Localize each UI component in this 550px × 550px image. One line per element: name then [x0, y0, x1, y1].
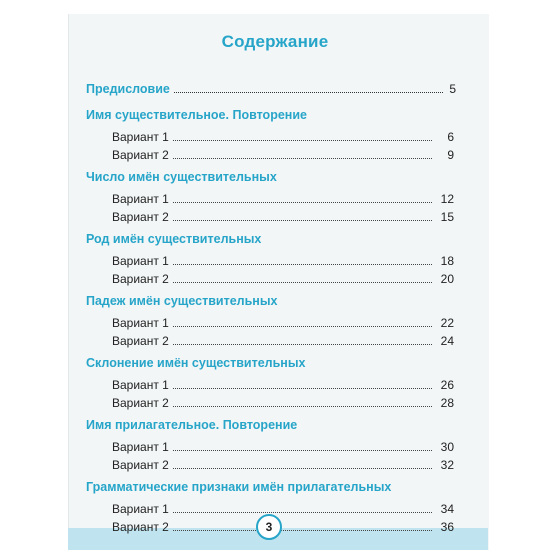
entry-label: Вариант 2	[112, 148, 169, 162]
toc-section	[86, 82, 456, 104]
toc-entry	[86, 440, 456, 458]
entry-label: Вариант 2	[112, 520, 169, 534]
entry-page-number: 15	[440, 210, 454, 224]
dot-leader	[173, 282, 432, 283]
entry-page-number: 30	[440, 440, 454, 454]
dot-leader	[173, 158, 432, 159]
toc-section-heading	[86, 170, 456, 192]
section-title: Род имён существительных	[86, 232, 262, 246]
toc-entry	[86, 130, 456, 148]
toc-section-heading	[86, 418, 456, 440]
toc-entry	[86, 396, 456, 414]
dot-leader	[173, 450, 432, 451]
entry-page-number: 12	[440, 192, 454, 206]
section-title: Число имён существительных	[86, 170, 277, 184]
toc-section-heading	[86, 82, 456, 104]
dot-leader	[173, 344, 432, 345]
entry-label: Вариант 1	[112, 130, 169, 144]
toc-section-heading	[86, 480, 456, 502]
entry-label: Вариант 2	[112, 210, 169, 224]
toc-entry	[86, 272, 456, 290]
toc-section-heading	[86, 232, 456, 254]
page-number: 3	[256, 514, 282, 540]
dot-leader	[174, 92, 443, 93]
section-page-number: 5	[449, 82, 456, 96]
dot-leader	[173, 220, 432, 221]
section-title: Падеж имён существительных	[86, 294, 278, 308]
entry-page-number: 18	[440, 254, 454, 268]
section-title: Имя прилагательное. Повторение	[86, 418, 298, 432]
toc-entry	[86, 458, 456, 476]
entry-page-number: 6	[447, 130, 454, 144]
dot-leader	[173, 264, 432, 265]
dot-leader	[173, 406, 432, 407]
entry-label: Вариант 1	[112, 440, 169, 454]
entry-label: Вариант 1	[112, 502, 169, 516]
page-title: Содержание	[221, 32, 329, 51]
toc-section-heading	[86, 294, 456, 316]
entry-label: Вариант 2	[112, 334, 169, 348]
dot-leader	[173, 468, 432, 469]
toc-entry	[86, 210, 456, 228]
toc-section	[86, 170, 456, 228]
entry-page-number: 28	[440, 396, 454, 410]
dot-leader	[173, 202, 432, 203]
entry-page-number: 20	[440, 272, 454, 286]
section-title: Склонение имён существительных	[86, 356, 306, 370]
entry-page-number: 34	[440, 502, 454, 516]
entry-page-number: 26	[440, 378, 454, 392]
toc-section	[86, 356, 456, 414]
toc-entry	[86, 316, 456, 334]
entry-label: Вариант 2	[112, 458, 169, 472]
dot-leader	[173, 140, 432, 141]
dot-leader	[173, 530, 432, 531]
toc-entry	[86, 192, 456, 210]
entry-page-number: 9	[447, 148, 454, 162]
toc-section	[86, 108, 456, 166]
entry-label: Вариант 2	[112, 396, 169, 410]
toc-entry	[86, 148, 456, 166]
section-title: Предисловие	[86, 82, 170, 96]
entry-page-number: 36	[440, 520, 454, 534]
section-title: Имя существительное. Повторение	[86, 108, 307, 122]
dot-leader	[173, 388, 432, 389]
entry-page-number: 22	[440, 316, 454, 330]
toc-entry	[86, 378, 456, 396]
section-title: Грамматические признаки имён прилагательных	[86, 480, 392, 494]
toc-section	[86, 232, 456, 290]
entry-page-number: 32	[440, 458, 454, 472]
entry-label: Вариант 1	[112, 316, 169, 330]
entry-label: Вариант 1	[112, 378, 169, 392]
toc-section-heading	[86, 356, 456, 378]
entry-label: Вариант 2	[112, 272, 169, 286]
toc-section-heading	[86, 108, 456, 130]
table-of-contents	[86, 82, 456, 542]
entry-label: Вариант 1	[112, 254, 169, 268]
toc-section	[86, 294, 456, 352]
toc-entry	[86, 334, 456, 352]
dot-leader	[173, 326, 432, 327]
entry-page-number: 24	[440, 334, 454, 348]
toc-entry	[86, 254, 456, 272]
toc-section	[86, 418, 456, 476]
dot-leader	[173, 512, 432, 513]
entry-label: Вариант 1	[112, 192, 169, 206]
